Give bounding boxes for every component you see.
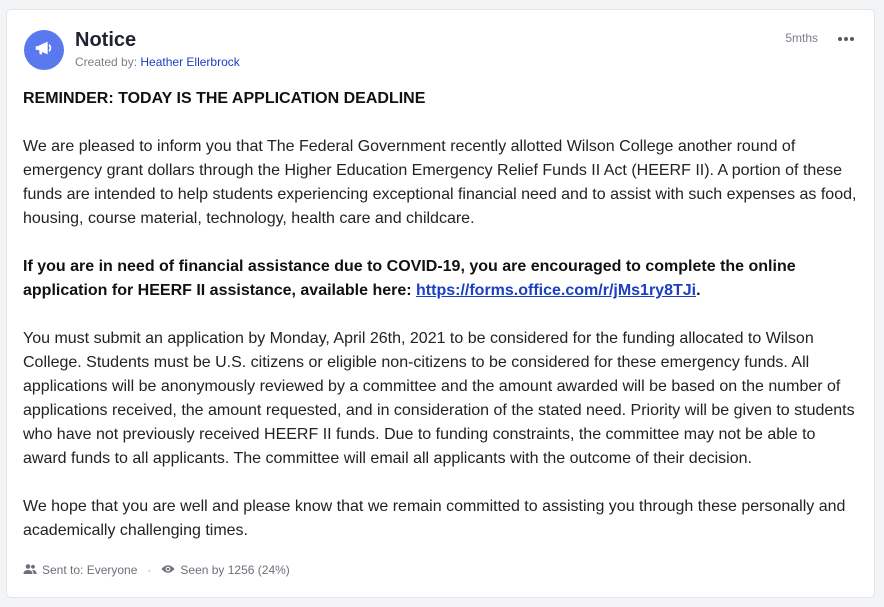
seen-by-label: Seen by 1256 (24%) xyxy=(180,563,290,577)
announcement-avatar xyxy=(24,30,64,70)
notice-title: Notice xyxy=(75,29,137,51)
apply-text: If you are in need of financial assistance due to COVID-19, you are encouraged to complete the online application for HEERF II assistance, available here: xyxy=(23,258,796,299)
people-icon xyxy=(23,563,42,578)
paragraph-intro: We are pleased to inform you that The Federal Government recently allotted Wilson College another round of emergency grant dollars through the Higher Education Emergency Relief Funds II Act (HEERF II). A portion of these funds are intended to help students experiencing exceptional financial need and to assist with such expenses as food, housing, course material, technology, health care and childcare. xyxy=(23,138,857,227)
post-age: 5mths xyxy=(785,31,818,45)
sent-to-label: Sent to: Everyone xyxy=(42,563,138,577)
sent-to xyxy=(23,563,137,578)
apply-period: . xyxy=(696,282,701,299)
footer-separator: · xyxy=(147,563,152,577)
author-link[interactable]: Heather Ellerbrock xyxy=(140,55,240,69)
megaphone-icon xyxy=(33,37,55,64)
eye-icon xyxy=(161,563,180,577)
more-options-button[interactable] xyxy=(832,27,860,49)
paragraph-closing: We hope that you are well and please know that we remain committed to assisting you through these personally and academically challenging times. xyxy=(23,498,846,539)
created-by-label: Created by: xyxy=(75,55,138,69)
paragraph-deadline: You must submit an application by Monday, April 26th, 2021 to be considered for the funding allocated to Wilson College. Students must be U.S. citizens or eligible non-citizens to be considered for these emergency funds. All applications will be anonymously reviewed by a committee and the amount awarded will be based on the number of applications received, the amount requested, and in consideration of the stated need. Priority will be given to students who have not previously received HEERF II funds. Due to funding constraints, the committee may not be able to award funds to all applicants. The committee will email all applicants with the outcome of their decision. xyxy=(23,330,855,467)
application-link[interactable]: https://forms.office.com/r/jMs1ry8TJi xyxy=(416,282,697,299)
notice-heading: REMINDER: TODAY IS THE APPLICATION DEADLINE xyxy=(23,90,426,107)
notice-card xyxy=(6,9,875,598)
paragraph-apply xyxy=(23,255,863,303)
seen-by[interactable] xyxy=(161,563,289,577)
byline xyxy=(75,55,240,69)
more-horizontal-icon xyxy=(837,29,855,47)
notice-body xyxy=(23,87,863,543)
notice-footer xyxy=(23,562,290,578)
